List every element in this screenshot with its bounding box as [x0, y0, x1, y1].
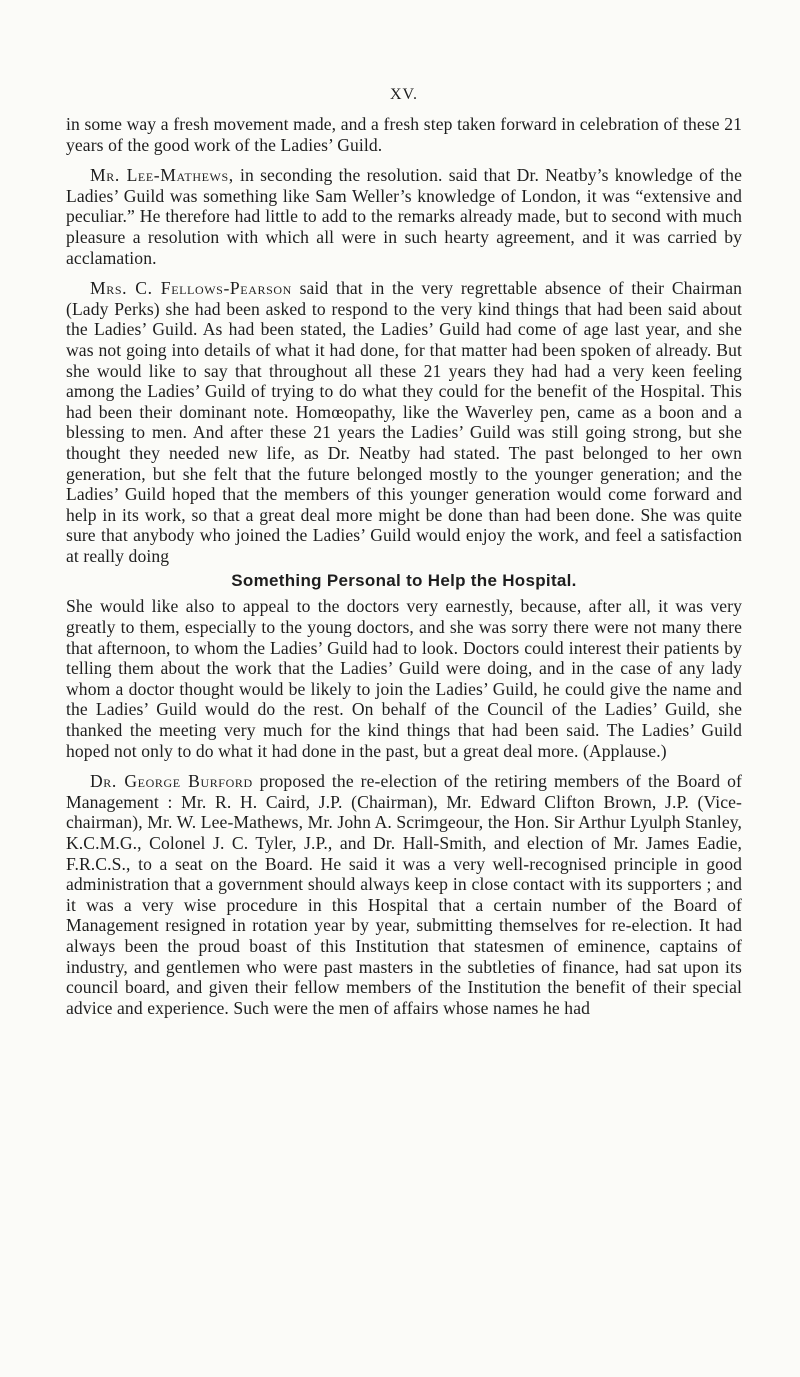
- speaker-name: Mr. Lee-Mathews,: [90, 165, 234, 186]
- paragraph-text: said that in the very regrettable absence of their Chairman (Lady Perks) she had been asked to respond to the very kind things that had been said about the Ladies’ Guild. As had been stated, the Ladies’ Guild had come of age last year, and she was not going into details of what it had done, for that matter had been spoken of already. But she would like to say that throughout all these 21 years they had had a very keen feeling among the Ladies’ Guild of trying to do what they could for the benefit of the Hospital. This had been their dominant note. Homœopathy, like the Waverley pen, came as a boon and a blessing to men. And after these 21 years the Ladies’ Guild was still going strong, but she thought they needed new life, as Dr. Neatby had stated. The past belonged to her own generation, but she felt that the future belonged mostly to the younger generation; and the Ladies’ Guild hoped that the members of this younger generation would come forward and help in its work, so that a great deal more might be done than had been done. She was quite sure that anybody who joined the Ladies’ Guild would enjoy the work, and feel a satisfaction at really doing: [66, 278, 743, 566]
- page-number: XV.: [389, 86, 419, 103]
- book-page: [66, 0, 742, 1018]
- paragraph-text: proposed the re-election of the retiring members of the Board of Management : Mr. R. H. Caird, J.P. (Chairman), Mr. Edward Clifton Brown, J.P. (Vice-chairman), Mr. W. Lee-Mathews, Mr. John A. Scrimgeour, the Hon. Sir Arthur Lyulph Stanley, K.C.M.G., Colonel J. C. Tyler, J.P., and Dr. Hall-Smith, and election of Mr. James Eadie, F.R.C.S., to a seat on the Board. He said it was a very well-recognised principle in good administration that a government should always keep in close contact with its supporters ; and it was a very wise procedure in this Hospital that a certain number of the Board of Management resigned in rotation year by year, submitting themselves for re-election. It had always been the proud boast of this Institution that statesmen of eminence, captains of industry, and gentlemen who were past masters in the subtleties of finance, had sat upon its council board, and given their fellow members of the Institution the benefit of their special advice and experience. Such were the men of affairs whose names he had: [66, 771, 742, 1018]
- paragraph-burford: [66, 771, 742, 1018]
- paragraph-text: in some way a fresh movement made, and a fresh step taken forward in celebration of these 21 years of the good work of the Ladies’ Guild.: [66, 114, 742, 155]
- paragraph-text: in seconding the resolution. said that Dr. Neatby’s knowledge of the Ladies’ Guild was something like Sam Weller’s knowledge of London, it was “extensive and peculiar.” He therefore had little to add to the remarks already made, but to second with much pleasure a resolution with which all were in such hearty agreement, and it was carried by acclamation.: [66, 165, 742, 268]
- section-subheading: Something Personal to Help the Hospital.: [231, 571, 577, 591]
- paragraph-text: She would like also to appeal to the doctors very earnestly, because, after all, it was very greatly to them, especially to the young doctors, and she was sorry there were not many there that afternoon, to whom the Ladies’ Guild had to look. Doctors could interest their patients by telling them about the work that the Ladies’ Guild were doing, and in the case of any lady whom a doctor thought would be likely to join the Ladies’ Guild, he could give the name and the Ladies’ Guild would do the rest. On behalf of the Council of the Ladies’ Guild, she thanked the meeting very much for the kind things that had been said. The Ladies’ Guild hoped not only to do what it had done in the past, but a great deal more. (Applause.): [66, 596, 742, 761]
- paragraph-appeal-to-doctors: [66, 596, 742, 761]
- paragraph-lee-mathews: [66, 165, 742, 268]
- paragraph-continuation: [66, 114, 742, 155]
- speaker-name: Dr. George Burford: [90, 771, 253, 792]
- paragraph-fellows-pearson: [66, 278, 742, 566]
- speaker-name: Mrs. C. Fellows-Pearson: [90, 278, 292, 299]
